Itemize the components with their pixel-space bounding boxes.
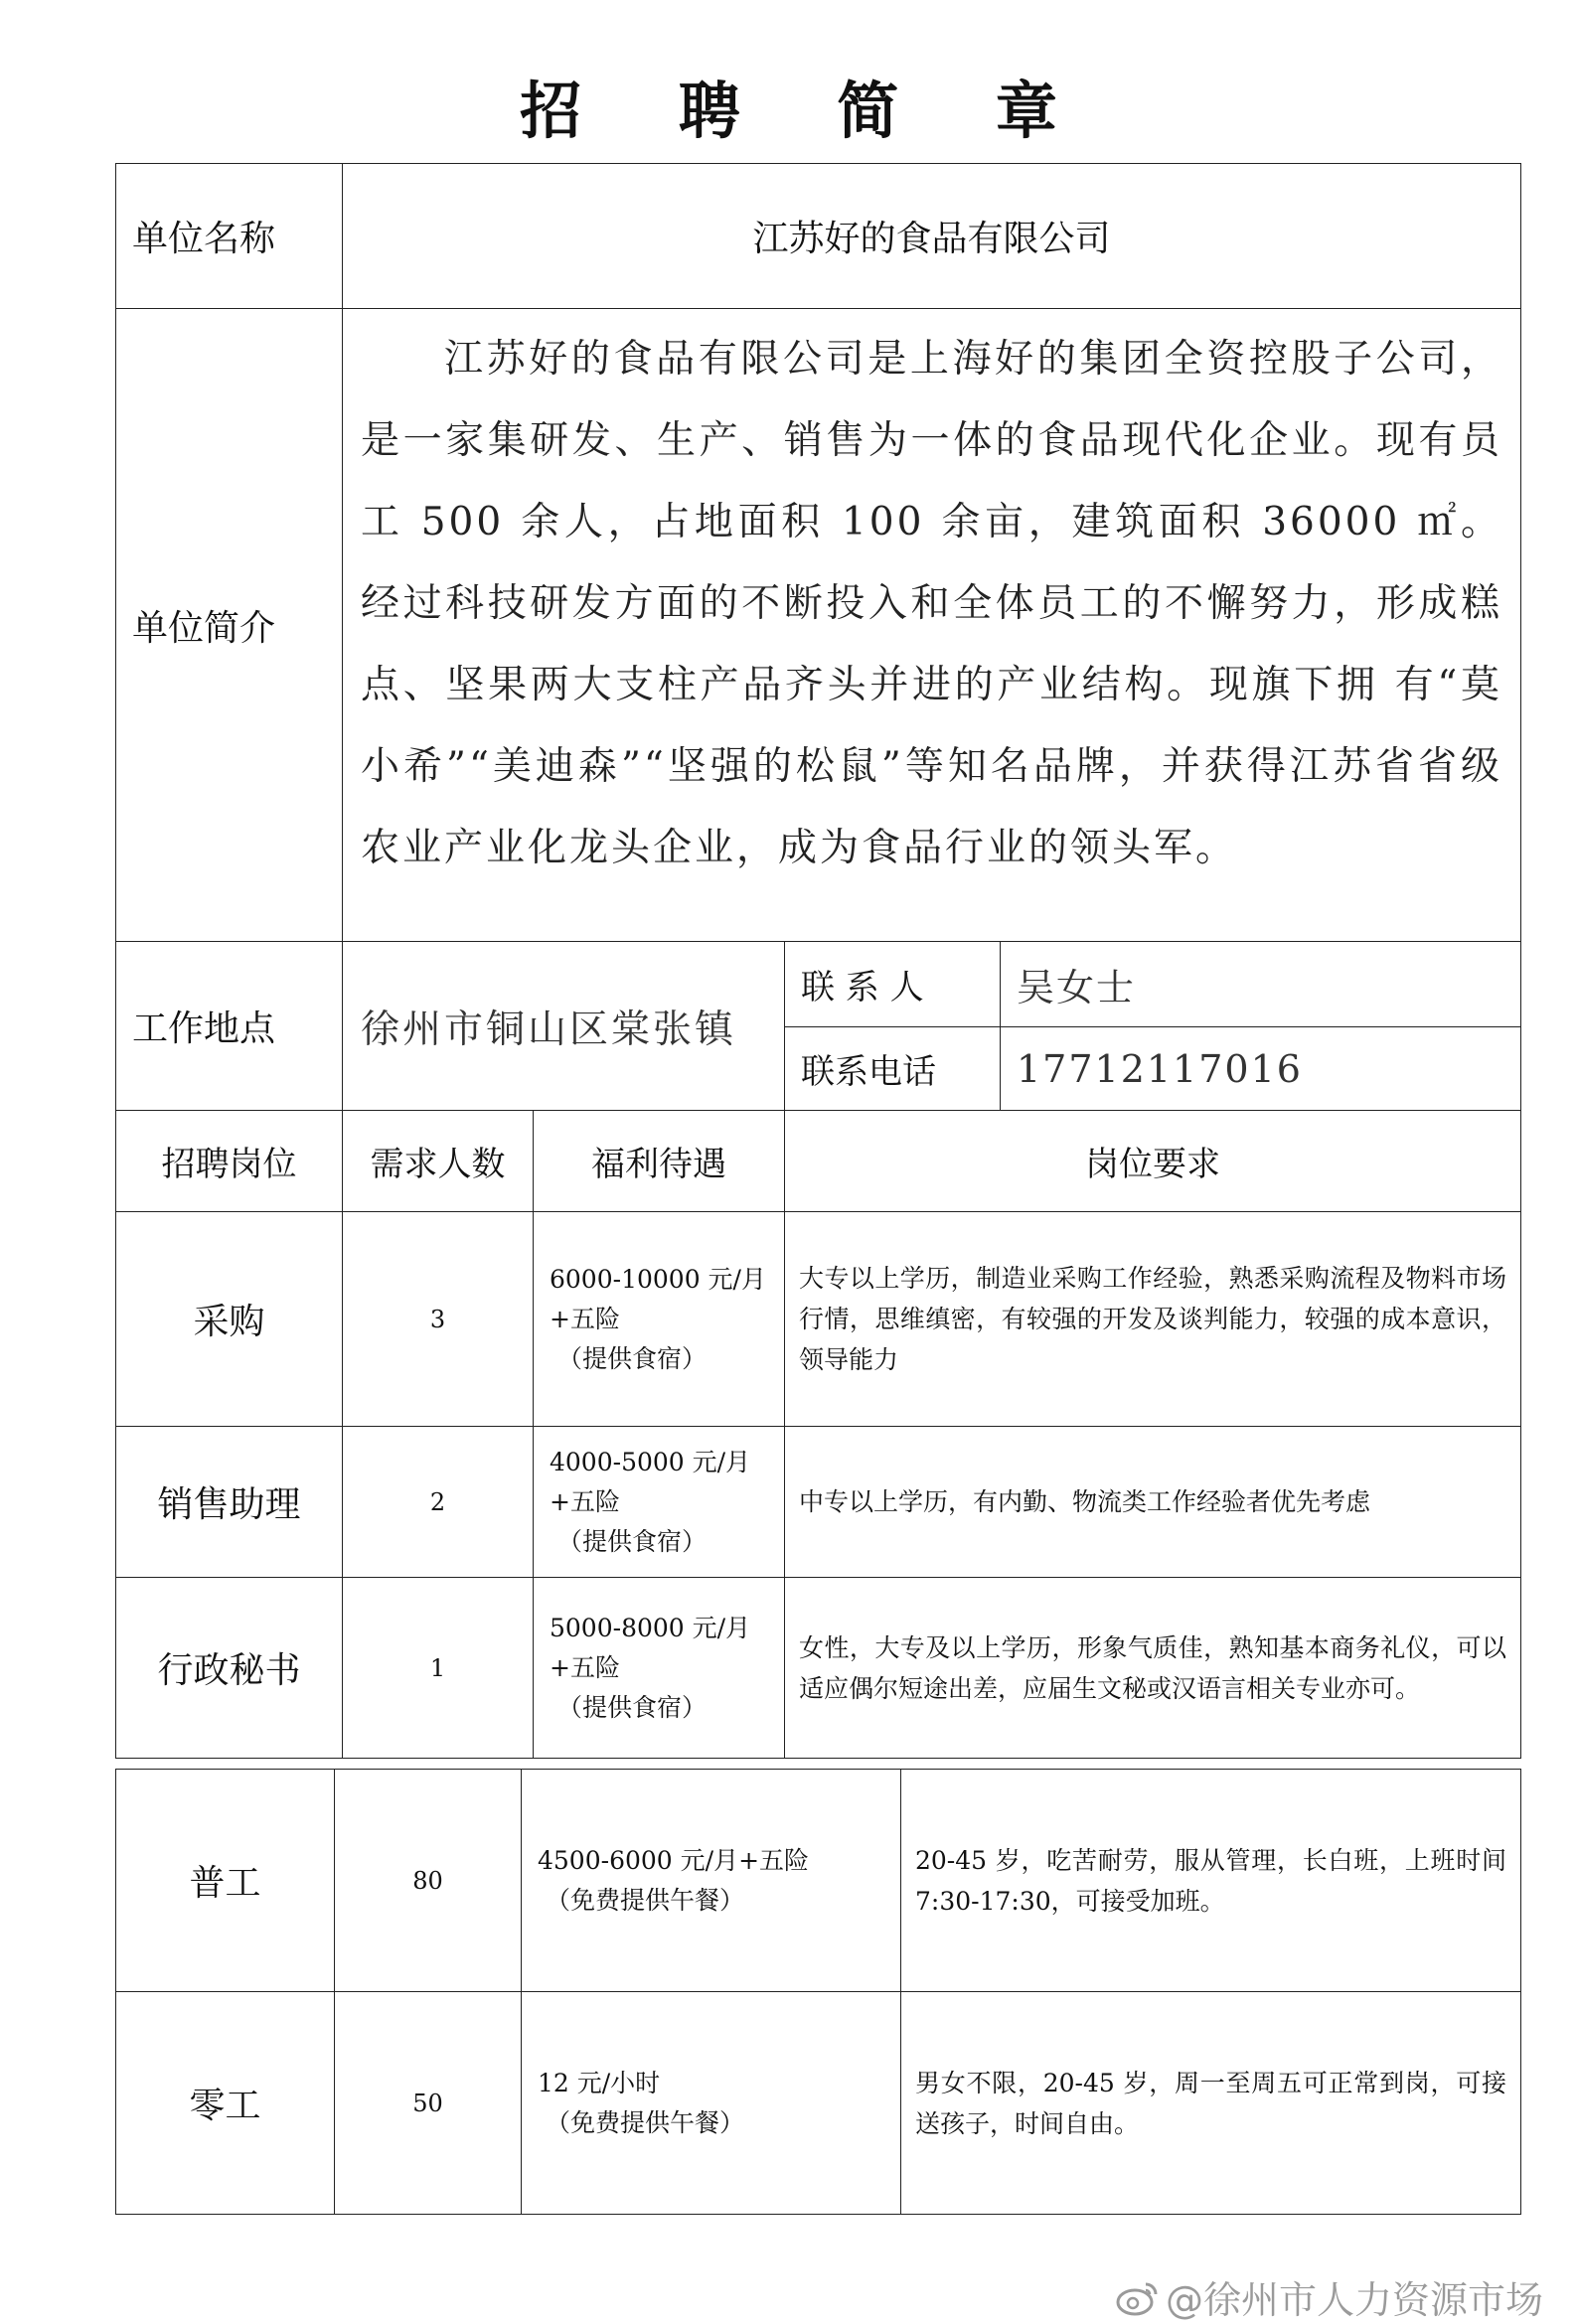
phone-number: 17712117016 (1001, 1027, 1521, 1111)
job-benefits (534, 1427, 785, 1578)
contact-label: 联 系 人 (785, 942, 1001, 1027)
job-benefits (522, 1770, 901, 1992)
job-salary: 6000-10000 元/月+五险 (550, 1264, 766, 1333)
job-perk: （提供食宿） (557, 1526, 708, 1556)
header-requirements: 岗位要求 (785, 1111, 1521, 1212)
job-salary: 4000-5000 元/月+五险 (550, 1447, 751, 1516)
job-count: 50 (335, 1992, 522, 2215)
company-name-label: 单位名称 (116, 164, 343, 309)
job-perk: （提供食宿） (557, 1343, 708, 1373)
job-perk: （免费提供午餐） (546, 1885, 745, 1915)
job-benefits (534, 1578, 785, 1759)
job-benefits (522, 1992, 901, 2215)
company-intro-row (116, 309, 1521, 942)
watermark (1116, 2269, 1543, 2324)
job-count: 2 (343, 1427, 534, 1578)
contact-name: 吴女士 (1001, 942, 1521, 1027)
table-row (116, 1427, 1521, 1578)
job-salary: 5000-8000 元/月+五险 (550, 1613, 751, 1682)
job-position: 采购 (116, 1212, 343, 1427)
job-requirements: 男女不限，20-45 岁，周一至周五可正常到岗，可接送孩子，时间自由。 (901, 1992, 1521, 2215)
location: 徐州市铜山区棠张镇 (343, 942, 785, 1111)
job-requirements: 中专以上学历，有内勤、物流类工作经验者优先考虑 (785, 1427, 1521, 1578)
job-position: 普工 (116, 1770, 335, 1992)
job-perk: （免费提供午餐） (546, 2107, 745, 2137)
job-salary: 4500-6000 元/月+五险 (538, 1845, 810, 1875)
weibo-icon (1116, 2278, 1160, 2316)
location-contact-row (116, 942, 1521, 1027)
job-count: 80 (335, 1770, 522, 1992)
job-count: 1 (343, 1578, 534, 1759)
location-label: 工作地点 (116, 942, 343, 1111)
header-position: 招聘岗位 (116, 1111, 343, 1212)
job-count: 3 (343, 1212, 534, 1427)
job-salary: 12 元/小时 (538, 2068, 661, 2097)
company-intro-label: 单位简介 (116, 309, 343, 942)
company-name-row (116, 164, 1521, 309)
table-row (116, 1992, 1521, 2215)
jobs-header-row (116, 1111, 1521, 1212)
job-requirements: 女性，大专及以上学历，形象气质佳，熟知基本商务礼仪，可以适应偶尔短途出差，应届生文秘或汉语言相关专业亦可。 (785, 1578, 1521, 1759)
company-name: 江苏好的食品有限公司 (343, 164, 1521, 309)
table-row (116, 1770, 1521, 1992)
table-row (116, 1578, 1521, 1759)
company-intro: 江苏好的食品有限公司是上海好的集团全资控股子公司，是一家集研发、生产、销售为一体的食品现代化企业。现有员工 500 余人，占地面积 100 余亩，建筑面积 36000 ㎡。经过科技研发方面的不断投入和全体员工的不懈努力，形成糕点、坚果两大支柱产品齐头并进的产业结构。现旗下拥 有“莫小希”“美迪森”“坚强的松鼠”等知名品牌，并获得江苏省省级农业产业化龙头企业，成为食品行业的领头军。 (343, 309, 1521, 942)
job-requirements: 大专以上学历，制造业采购工作经验，熟悉采购流程及物料市场行情，思维缜密，有较强的开发及谈判能力，较强的成本意识，领导能力 (785, 1212, 1521, 1427)
job-requirements: 20-45 岁，吃苦耐劳，服从管理，长白班，上班时间 7:30-17:30，可接受加班。 (901, 1770, 1521, 1992)
recruitment-table-continued (115, 1769, 1521, 2215)
recruitment-table (115, 163, 1521, 1759)
watermark-text: @徐州市人力资源市场 (1165, 2278, 1543, 2322)
table-row (116, 1212, 1521, 1427)
job-position: 零工 (116, 1992, 335, 2215)
header-benefits: 福利待遇 (534, 1111, 785, 1212)
job-position: 销售助理 (116, 1427, 343, 1578)
job-benefits (534, 1212, 785, 1427)
job-position: 行政秘书 (116, 1578, 343, 1759)
job-perk: （提供食宿） (557, 1692, 708, 1722)
page-title: 招 聘 简 章 (520, 75, 1095, 147)
phone-label: 联系电话 (785, 1027, 1001, 1111)
header-count: 需求人数 (343, 1111, 534, 1212)
